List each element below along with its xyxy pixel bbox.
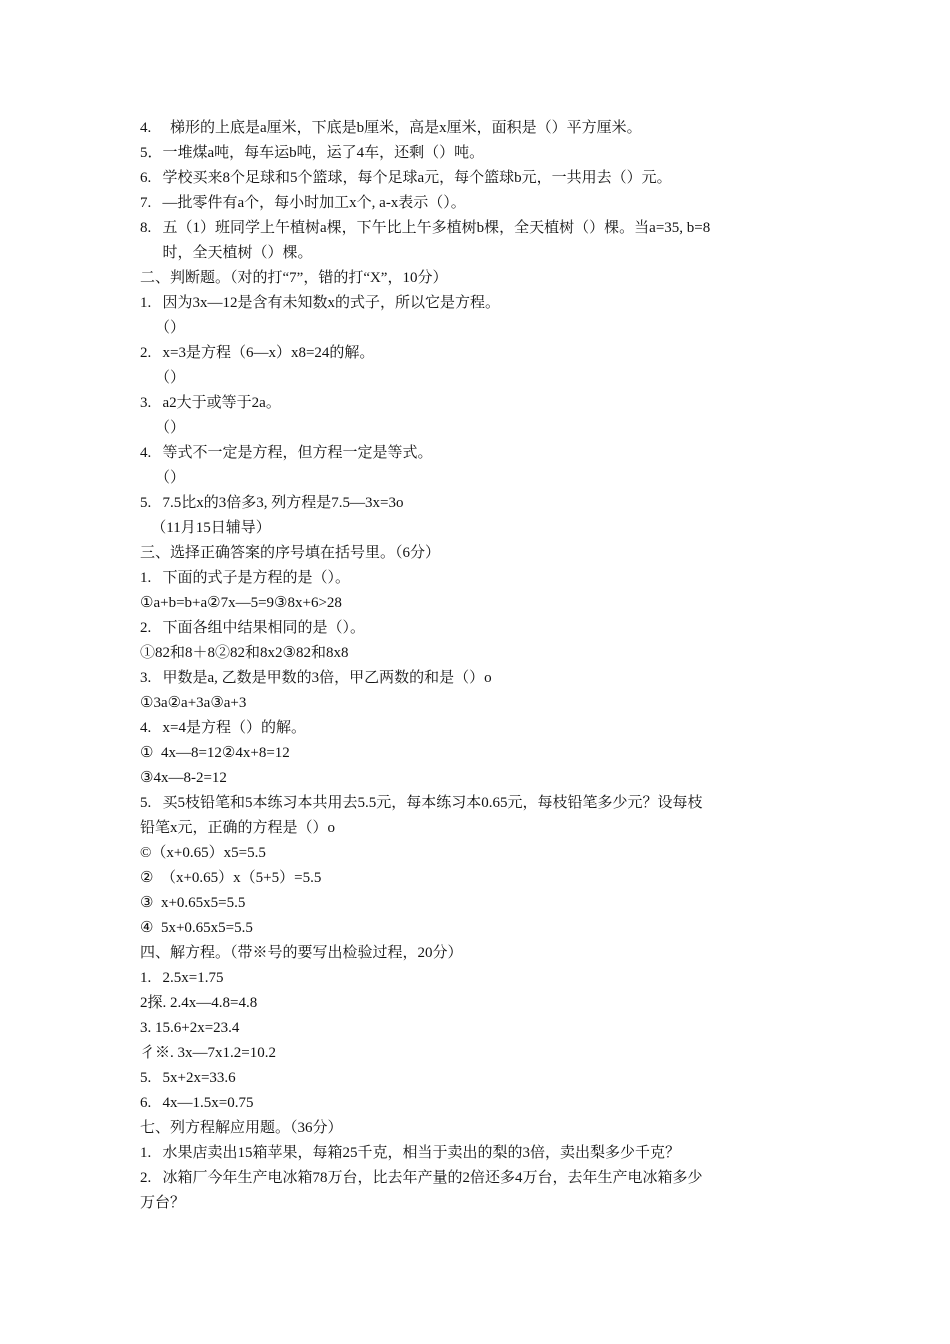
option-line: ③4x—8-2=12 (140, 770, 227, 786)
question-line: 5. 7.5比x的3倍多3, 列方程是7.5—3x=3o (140, 495, 404, 511)
answer-blank: （） (140, 320, 186, 336)
section-heading: 七、列方程解应用题。（36分） (140, 1120, 343, 1136)
question-line: 8. 五（1）班同学上午植树a棵，下午比上午多植树b棵，全天植树（）棵。当a=35, b=8 (140, 220, 711, 236)
equation-line: 5. 5x+2x=33.6 (140, 1070, 236, 1086)
option-line: ③ x+0.65x5=5.5 (140, 895, 246, 911)
equation-line: 3. 15.6+2x=23.4 (140, 1020, 240, 1036)
section-heading: 四、解方程。（带※号的要写出检验过程，20分） (140, 945, 463, 961)
option-line: ①82和8＋8②82和8x2③82和8x8 (140, 645, 349, 661)
question-line: 5．一堆煤a吨，每车运b吨，运了4车，还剩（）吨。 (140, 145, 485, 161)
option-line: ①a+b=b+a②7x—5=9③8x+6>28 (140, 595, 342, 611)
option-line: ①3a②a+3a③a+3 (140, 695, 247, 711)
section-heading: 三、选择正确答案的序号填在括号里。（6分） (140, 545, 441, 561)
question-line: 1. 水果店卖出15箱苹果，每箱25千克，相当于卖出的梨的3倍，卖出梨多少千克？ (140, 1145, 681, 1161)
question-line: 4. 梯形的上底是a厘米，下底是b厘米，高是x厘米，面积是（）平方厘米。 (140, 120, 642, 136)
question-line: 2. x=3是方程（6—x）x8=24的解。 (140, 345, 375, 361)
question-line: 7. —批零件有a个，每小时加工x个, a-x表示（）。 (140, 195, 466, 211)
date-note: （11月15日辅导） (140, 520, 271, 536)
equation-line: 彳※. 3x—7x1.2=10.2 (140, 1045, 276, 1061)
question-line: 2. 下面各组中结果相同的是（）。 (140, 620, 366, 636)
document-body (140, 116, 810, 1216)
section-heading: 二、判断题。（对的打“7”，错的打“X”，10分） (140, 270, 448, 286)
question-line: 4. 等式不一定是方程，但方程一定是等式。 (140, 445, 433, 461)
question-line: 3. a2大于或等于2a。 (140, 395, 281, 411)
option-line: ② （x+0.65）x（5+5）=5.5 (140, 870, 322, 886)
question-line: 铅笔x元，正确的方程是（）o (140, 820, 336, 836)
option-line: ① 4x—8=12②4x+8=12 (140, 745, 290, 761)
question-line: 1. 因为3x—12是含有未知数x的式子，所以它是方程。 (140, 295, 501, 311)
question-line: 6. 学校买来8个足球和5个篮球，每个足球a元，每个篮球b元，一共用去（）元。 (140, 170, 672, 186)
question-line: 5. 买5枝铅笔和5本练习本共用去5.5元，每本练习本0.65元，每枝铅笔多少元？设每枝 (140, 795, 703, 811)
answer-blank: （） (140, 420, 186, 436)
equation-line: 1. 2.5x=1.75 (140, 970, 224, 986)
question-line: 3. 甲数是a, 乙数是甲数的3倍，甲乙两数的和是（）o (140, 670, 492, 686)
equation-line: 6. 4x—1.5x=0.75 (140, 1095, 254, 1111)
question-line: 2. 冰箱厂今年生产电冰箱78万台，比去年产量的2倍还多4万台，去年生产电冰箱多少 (140, 1170, 703, 1186)
equation-line: 2探. 2.4x—4.8=4.8 (140, 995, 258, 1011)
question-line: 万台？ (140, 1195, 186, 1211)
question-line: 时，全天植树（）棵。 (140, 245, 313, 261)
option-line: ④ 5x+0.65x5=5.5 (140, 920, 253, 936)
option-line: ©（x+0.65）x5=5.5 (140, 845, 266, 861)
answer-blank: （） (140, 470, 186, 486)
question-line: 1. 下面的式子是方程的是（）。 (140, 570, 351, 586)
answer-blank: （） (140, 370, 186, 386)
question-line: 4. x=4是方程（）的解。 (140, 720, 306, 736)
